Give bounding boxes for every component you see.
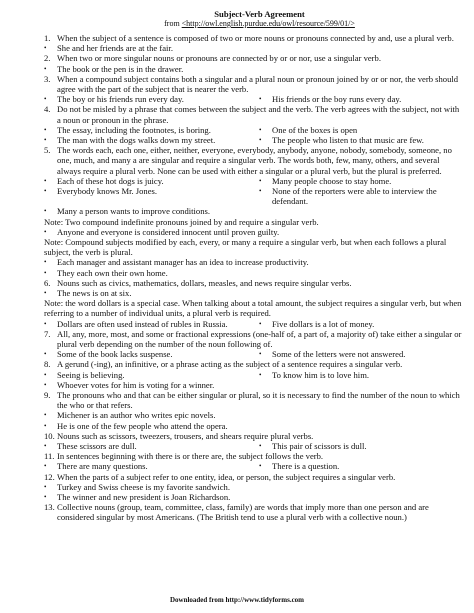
source-link[interactable]: <http://owl.english.purdue.edu/owl/resource/599/01/> xyxy=(181,19,355,28)
example-right: There is a question. xyxy=(272,461,340,472)
bullet-icon: • xyxy=(259,176,262,185)
rule-item xyxy=(44,359,462,370)
example-text: The winner and new president is Joan Richardson. xyxy=(57,491,231,502)
example-left: Some of the book lacks suspense. xyxy=(57,349,173,360)
rules-list xyxy=(44,33,462,523)
example-right: Five dollars is a lot of money. xyxy=(272,318,375,329)
bullet-icon: • xyxy=(44,462,47,471)
example-right: One of the boxes is open xyxy=(272,124,358,135)
example-pair xyxy=(44,124,462,135)
rule-text: When the subject of a sentence is composed of two or more nouns or pronouns connected by and, use a plural verb. xyxy=(57,33,454,43)
example-pair xyxy=(44,135,462,145)
bullet-icon: • xyxy=(44,44,47,53)
bullet-icon: • xyxy=(259,136,262,144)
bullet-icon: • xyxy=(44,186,47,195)
footer-download-note: Downloaded from http://www.tidyforms.com xyxy=(169,596,305,604)
rule-number: 8. xyxy=(44,359,51,370)
bullet-icon: • xyxy=(44,125,47,134)
example-item xyxy=(44,206,462,217)
note-text: Note: the word dollars is a special case. When talking about a total amount, the subject requires a singular verb, but when referring to a number of individual units, a plural verb is required. xyxy=(44,298,462,319)
example-left: There are many questions. xyxy=(57,461,148,472)
example-right: The people who listen to that music are few. xyxy=(272,135,424,145)
rule-item xyxy=(44,502,462,523)
bullet-icon: • xyxy=(259,319,262,328)
rule-item xyxy=(44,53,462,64)
rule-item xyxy=(44,389,462,411)
example-right: None of the reporters were able to interview the defendant. xyxy=(272,185,437,207)
rule-number: 3. xyxy=(44,73,51,84)
example-item xyxy=(44,420,462,431)
example-item xyxy=(44,226,462,237)
bullet-icon: • xyxy=(44,207,47,216)
bullet-icon: • xyxy=(44,370,47,379)
rule-text: The words each, each one, either, neither, everyone, everybody, anybody, anyone, nobody, somebody, someone, no one, much, and many a are singular and require a singular verb. The words both, few, many, others, and several always require a plural verb. None can be used with either a singular or a plural verb, but the plural is preferred. xyxy=(57,145,452,176)
example-right: Some of the letters were not answered. xyxy=(272,349,406,360)
bullet-icon: • xyxy=(44,442,47,450)
note-text: Note: Compound subjects modified by each, every, or many a require a singular verb, but when each follows a plural subject, the verb is plural. xyxy=(44,236,447,258)
example-right: Many people choose to stay home. xyxy=(272,175,392,186)
document-body xyxy=(44,9,462,523)
bullet-icon: • xyxy=(259,370,262,379)
example-item xyxy=(44,43,462,54)
rule-item xyxy=(44,145,462,176)
example-text: Turkey and Swiss cheese is my favorite sandwich. xyxy=(57,481,230,492)
example-pair xyxy=(44,441,462,451)
example-left: Seeing is believing. xyxy=(57,369,125,380)
bullet-icon: • xyxy=(259,125,262,134)
bullet-icon: • xyxy=(44,227,47,236)
rule-number: 4. xyxy=(44,104,51,115)
rule-text: A gerund (-ing), an infinitive, or a phrase acting as the subject of a sentence requires a singular verb. xyxy=(57,359,403,370)
rule-item xyxy=(44,451,462,462)
bullet-icon: • xyxy=(259,442,262,450)
rule-number: 6. xyxy=(44,277,51,288)
example-item xyxy=(44,288,462,298)
example-item xyxy=(44,481,462,492)
bullet-icon: • xyxy=(44,319,47,328)
bullet-icon: • xyxy=(44,136,47,144)
rule-text: Collective nouns (group, team, committee, class, family) are words that imply more than one person and are considered singular by most Americans. (The British tend to use a plural verb with a collective noun.) xyxy=(57,502,429,523)
rule-item xyxy=(44,430,462,441)
rule-item xyxy=(44,33,462,43)
bullet-icon: • xyxy=(259,350,262,359)
rule-number: 12. xyxy=(44,471,55,482)
bullet-icon: • xyxy=(44,421,47,430)
rule-text: When the parts of a subject refer to one entity, idea, or person, the subject requires a singular verb. xyxy=(57,471,396,482)
note-text: Note: Two compound indefinite pronouns joined by and require a singular verb. xyxy=(44,216,319,227)
bullet-icon: • xyxy=(259,95,262,104)
example-left: Each of these hot dogs is juicy. xyxy=(57,175,164,186)
bullet-icon: • xyxy=(44,350,47,359)
rule-number: 11. xyxy=(44,451,55,462)
example-right: His friends or the boy runs every day. xyxy=(272,94,402,105)
example-item xyxy=(44,491,462,502)
example-text: Anyone and everyone is considered innocent until proven guilty. xyxy=(57,226,280,237)
rule-number: 2. xyxy=(44,53,51,64)
rule-text: In sentences beginning with there is or there are, the subject follows the verb. xyxy=(57,451,324,462)
bullet-icon: • xyxy=(44,411,47,420)
example-item xyxy=(44,410,462,421)
bullet-icon: • xyxy=(44,95,47,104)
example-item xyxy=(44,257,462,268)
bullet-icon: • xyxy=(259,186,262,195)
example-pair xyxy=(44,175,462,186)
example-left: These scissors are dull. xyxy=(57,441,137,451)
example-left: Dollars are often used instead of rubles in Russia. xyxy=(57,318,228,329)
example-left: The man with the dogs walks down my street. xyxy=(57,135,216,145)
example-item xyxy=(44,267,462,278)
example-pair xyxy=(44,94,462,105)
example-pair xyxy=(44,185,462,207)
rule-number: 9. xyxy=(44,389,51,400)
example-left: Everybody knows Mr. Jones. xyxy=(57,185,158,196)
source-line xyxy=(57,19,462,29)
example-text: They each own their own home. xyxy=(57,267,168,278)
rule-item xyxy=(44,471,462,482)
rule-text: When two or more singular nouns or pronouns are connected by or or nor, use a singular verb. xyxy=(57,53,381,64)
rule-text: When a compound subject contains both a singular and a plural noun or pronoun joined by or or nor, the verb should agree with the part of the subject that is nearer the verb. xyxy=(57,73,459,95)
bullet-icon: • xyxy=(44,492,47,501)
example-left: The boy or his friends run every day. xyxy=(57,94,184,105)
bullet-icon: • xyxy=(44,482,47,491)
rule-item xyxy=(44,73,462,95)
example-text: She and her friends are at the fair. xyxy=(57,43,173,54)
example-right: To know him is to love him. xyxy=(272,369,370,380)
bullet-icon: • xyxy=(44,64,47,73)
bullet-icon: • xyxy=(44,258,47,267)
rule-item xyxy=(44,328,462,349)
rule-number: 7. xyxy=(44,328,51,339)
bullet-icon: • xyxy=(44,268,47,277)
rule-number: 1. xyxy=(44,33,51,43)
example-text: Each manager and assistant manager has an idea to increase productivity. xyxy=(57,257,309,268)
example-right: This pair of scissors is dull. xyxy=(272,441,367,451)
bullet-icon: • xyxy=(44,176,47,185)
rule-item xyxy=(44,277,462,288)
rule-number: 10. xyxy=(44,430,55,441)
rule-number: 13. xyxy=(44,502,55,513)
example-pair xyxy=(44,461,462,472)
document-title: Subject-Verb Agreement xyxy=(214,9,305,19)
example-pair xyxy=(44,349,462,360)
bullet-icon: • xyxy=(44,289,47,297)
rule-text: Nouns such as scissors, tweezers, trousers, and shears require plural verbs. xyxy=(57,430,314,441)
from-label: from xyxy=(164,19,180,28)
example-pair xyxy=(44,318,462,329)
example-left: The essay, including the footnotes, is boring. xyxy=(57,124,211,135)
example-item xyxy=(44,63,462,74)
example-text: The news is on at six. xyxy=(57,288,132,298)
bullet-icon: • xyxy=(44,380,47,389)
bullet-icon: • xyxy=(259,462,262,471)
example-text: He is one of the few people who attend the opera. xyxy=(57,420,228,431)
rule-item xyxy=(44,104,462,125)
rule-text: All, any, more, most, and some or fractional expressions (one-half of, a part of, a majority of) take either a singular or plural verb depending on the number of the noun following of. xyxy=(57,328,462,349)
example-text: Michener is an author who writes epic novels. xyxy=(57,410,216,421)
rule-number: 5. xyxy=(44,145,51,156)
rule-text: Do not be misled by a phrase that comes between the subject and the verb. The verb agrees with the subject, not with a noun or pronoun in the phrase. xyxy=(57,104,460,125)
rule-text: The pronouns who and that can be either singular or plural, so it is necessary to find the number of the noun to which the who or that refers. xyxy=(57,389,460,411)
example-text: Whoever votes for him is voting for a winner. xyxy=(57,379,215,390)
example-text: The book or the pen is in the drawer. xyxy=(57,63,184,74)
example-item xyxy=(44,379,462,390)
rule-text: Nouns such as civics, mathematics, dollars, measles, and news require singular verbs. xyxy=(57,277,352,288)
example-text: Many a person wants to improve conditions. xyxy=(57,206,210,217)
example-pair xyxy=(44,369,462,380)
